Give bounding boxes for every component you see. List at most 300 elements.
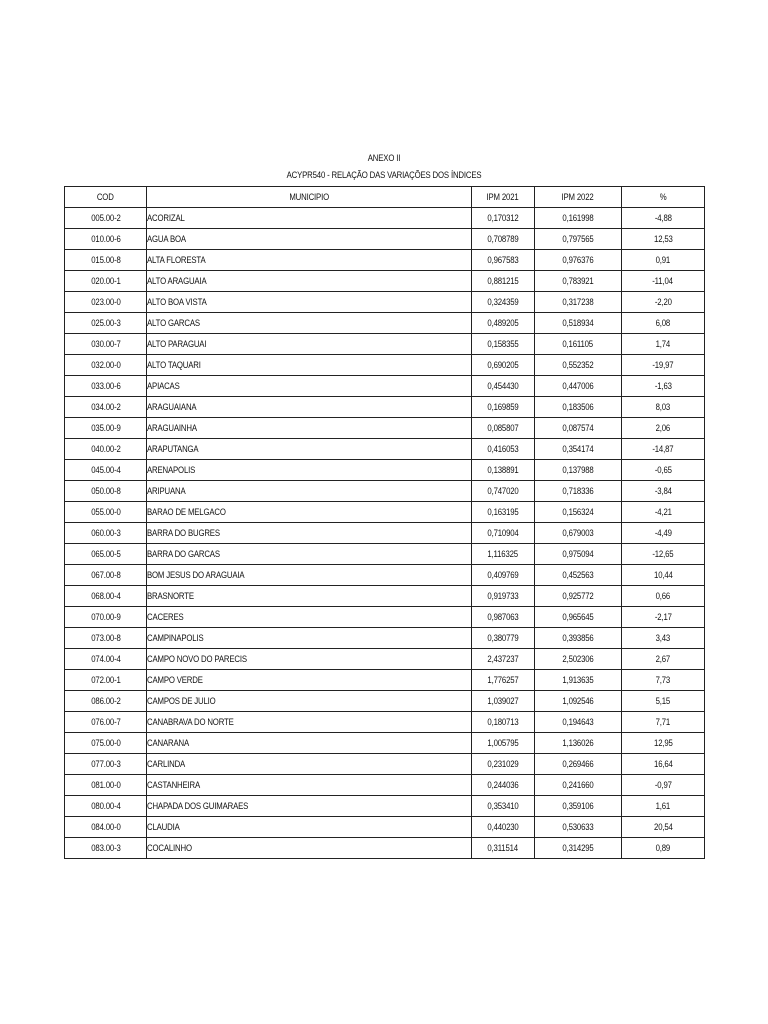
cell-municipio-text: COCALINHO — [147, 842, 192, 854]
cell-municipio-text: ARENAPOLIS — [147, 464, 196, 476]
cell-ipm-2022 — [535, 628, 622, 649]
cell-ipm-2022 — [535, 292, 622, 313]
table-row — [65, 691, 705, 712]
cell-municipio-text: ARIPUANA — [147, 485, 186, 497]
cell-percent-text: 7,71 — [655, 716, 671, 728]
cell-municipio — [147, 775, 472, 796]
cell-municipio — [147, 250, 472, 271]
cell-ipm-2022 — [535, 334, 622, 355]
cell-percent — [622, 439, 705, 460]
cell-ipm-2022-text: 0,447006 — [562, 380, 594, 392]
header-cod-label: COD — [97, 191, 114, 203]
cell-ipm-2022-text: 0,552352 — [562, 359, 594, 371]
cell-cod-text: 005.00-2 — [90, 212, 121, 224]
cell-cod — [65, 355, 147, 376]
cell-municipio — [147, 733, 472, 754]
cell-percent-text: 0,91 — [655, 254, 671, 266]
cell-ipm-2021-text: 0,708789 — [487, 233, 519, 245]
cell-percent-text: 1,74 — [655, 338, 671, 350]
cell-ipm-2021 — [472, 334, 535, 355]
cell-percent — [622, 250, 705, 271]
cell-percent-text: -4,21 — [654, 506, 672, 518]
cell-cod — [65, 229, 147, 250]
table-row — [65, 628, 705, 649]
cell-municipio-text: ALTA FLORESTA — [147, 254, 206, 266]
cell-percent-text: -4,49 — [654, 527, 672, 539]
cell-ipm-2022 — [535, 565, 622, 586]
cell-cod — [65, 796, 147, 817]
cell-municipio — [147, 796, 472, 817]
cell-cod — [65, 628, 147, 649]
cell-cod — [65, 817, 147, 838]
cell-ipm-2021-text: 0,324359 — [487, 296, 519, 308]
header-cod — [65, 187, 147, 208]
cell-municipio-text: CACERES — [147, 611, 184, 623]
table-row — [65, 817, 705, 838]
table-row — [65, 292, 705, 313]
cell-ipm-2021-text: 0,987063 — [487, 611, 519, 623]
cell-cod-text: 072.00-1 — [90, 674, 121, 686]
cell-municipio — [147, 754, 472, 775]
header-ipm-2022-label: IPM 2022 — [561, 191, 595, 203]
table-row — [65, 838, 705, 859]
table-row — [65, 355, 705, 376]
cell-ipm-2021-text: 0,180713 — [487, 716, 519, 728]
cell-cod-text: 076.00-7 — [90, 716, 121, 728]
table-row — [65, 271, 705, 292]
header-percent-label: % — [659, 191, 667, 203]
cell-ipm-2022 — [535, 586, 622, 607]
cell-percent-text: -2,20 — [654, 296, 672, 308]
cell-ipm-2022 — [535, 796, 622, 817]
cell-percent-text: -3,84 — [654, 485, 672, 497]
cell-ipm-2022-text: 0,797565 — [562, 233, 594, 245]
cell-municipio-text: CASTANHEIRA — [147, 779, 201, 791]
cell-cod — [65, 376, 147, 397]
cell-municipio-text: CANARANA — [147, 737, 189, 749]
cell-percent-text: 0,66 — [655, 590, 671, 602]
cell-cod-text: 074.00-4 — [90, 653, 121, 665]
cell-ipm-2022 — [535, 313, 622, 334]
cell-ipm-2021-text: 0,353410 — [487, 800, 519, 812]
cell-municipio-text: CANABRAVA DO NORTE — [147, 716, 234, 728]
cell-cod-text: 075.00-0 — [90, 737, 121, 749]
cell-ipm-2021 — [472, 523, 535, 544]
cell-ipm-2021-text: 0,690205 — [487, 359, 519, 371]
cell-ipm-2021 — [472, 733, 535, 754]
cell-ipm-2021-text: 2,437237 — [487, 653, 519, 665]
cell-ipm-2022 — [535, 355, 622, 376]
cell-ipm-2022-text: 0,241660 — [562, 779, 594, 791]
cell-ipm-2021 — [472, 292, 535, 313]
cell-ipm-2021-text: 0,158355 — [487, 338, 519, 350]
annex-title: ANEXO II — [367, 153, 401, 164]
cell-ipm-2021-text: 0,416053 — [487, 443, 519, 455]
cell-ipm-2021 — [472, 439, 535, 460]
cell-municipio — [147, 439, 472, 460]
cell-municipio — [147, 502, 472, 523]
cell-ipm-2021 — [472, 208, 535, 229]
table-row — [65, 334, 705, 355]
cell-cod — [65, 481, 147, 502]
cell-ipm-2022 — [535, 691, 622, 712]
cell-ipm-2021-text: 0,085807 — [487, 422, 519, 434]
cell-ipm-2022-text: 1,092546 — [562, 695, 594, 707]
table-row — [65, 229, 705, 250]
cell-ipm-2021-text: 0,170312 — [487, 212, 519, 224]
cell-cod-text: 068.00-4 — [90, 590, 121, 602]
cell-cod-text: 032.00-0 — [90, 359, 121, 371]
cell-percent-text: 16,64 — [653, 758, 673, 770]
cell-ipm-2022-text: 0,194643 — [562, 716, 594, 728]
cell-municipio — [147, 670, 472, 691]
cell-municipio — [147, 838, 472, 859]
cell-ipm-2021 — [472, 481, 535, 502]
cell-ipm-2022 — [535, 712, 622, 733]
cell-cod-text: 086.00-2 — [90, 695, 121, 707]
cell-cod-text: 015.00-8 — [90, 254, 121, 266]
cell-ipm-2021 — [472, 712, 535, 733]
cell-municipio — [147, 355, 472, 376]
cell-municipio — [147, 586, 472, 607]
cell-municipio-text: BARAO DE MELGACO — [147, 506, 226, 518]
cell-ipm-2022-text: 0,679003 — [562, 527, 594, 539]
table-row — [65, 586, 705, 607]
cell-ipm-2021 — [472, 670, 535, 691]
cell-cod — [65, 733, 147, 754]
cell-ipm-2021 — [472, 649, 535, 670]
cell-municipio — [147, 607, 472, 628]
cell-cod — [65, 292, 147, 313]
cell-municipio-text: CARLINDA — [147, 758, 186, 770]
cell-percent-text: 3,43 — [655, 632, 671, 644]
cell-ipm-2022-text: 1,913635 — [562, 674, 594, 686]
cell-municipio — [147, 229, 472, 250]
cell-cod — [65, 565, 147, 586]
cell-cod — [65, 607, 147, 628]
cell-cod-text: 030.00-7 — [90, 338, 121, 350]
cell-percent-text: 20,54 — [653, 821, 673, 833]
cell-cod-text: 073.00-8 — [90, 632, 121, 644]
cell-ipm-2022-text: 0,925772 — [562, 590, 594, 602]
cell-percent-text: 2,06 — [655, 422, 671, 434]
cell-ipm-2021-text: 0,454430 — [487, 380, 519, 392]
cell-ipm-2022 — [535, 439, 622, 460]
cell-ipm-2022 — [535, 670, 622, 691]
cell-municipio-text: ACORIZAL — [147, 212, 185, 224]
cell-ipm-2021-text: 1,116325 — [487, 548, 519, 560]
cell-municipio-text: ALTO GARCAS — [147, 317, 200, 329]
cell-municipio — [147, 817, 472, 838]
cell-ipm-2021-text: 0,244036 — [487, 779, 519, 791]
header-municipio-label: MUNICIPIO — [289, 191, 329, 203]
cell-ipm-2021 — [472, 250, 535, 271]
cell-cod-text: 033.00-6 — [90, 380, 121, 392]
cell-ipm-2022 — [535, 460, 622, 481]
cell-municipio-text: CAMPINAPOLIS — [147, 632, 204, 644]
cell-ipm-2022-text: 0,269466 — [562, 758, 594, 770]
cell-percent-text: 6,08 — [655, 317, 671, 329]
cell-cod-text: 034.00-2 — [90, 401, 121, 413]
cell-percent-text: -1,63 — [654, 380, 672, 392]
cell-cod-text: 050.00-8 — [90, 485, 121, 497]
cell-ipm-2021-text: 0,169859 — [487, 401, 519, 413]
table-row — [65, 418, 705, 439]
cell-ipm-2022 — [535, 376, 622, 397]
cell-ipm-2021-text: 1,039027 — [487, 695, 519, 707]
cell-ipm-2021-text: 1,005795 — [487, 737, 519, 749]
cell-cod-text: 070.00-9 — [90, 611, 121, 623]
cell-percent-text: 12,95 — [653, 737, 673, 749]
cell-ipm-2021 — [472, 397, 535, 418]
cell-cod — [65, 313, 147, 334]
cell-municipio — [147, 628, 472, 649]
cell-cod-text: 065.00-5 — [90, 548, 121, 560]
cell-ipm-2021-text: 0,489205 — [487, 317, 519, 329]
cell-percent — [622, 754, 705, 775]
cell-municipio-text: CAMPO NOVO DO PARECIS — [147, 653, 247, 665]
cell-ipm-2021-text: 0,409769 — [487, 569, 519, 581]
table-row — [65, 775, 705, 796]
cell-ipm-2022 — [535, 754, 622, 775]
cell-cod — [65, 502, 147, 523]
header-percent — [622, 187, 705, 208]
cell-ipm-2021-text: 0,919733 — [487, 590, 519, 602]
cell-cod — [65, 544, 147, 565]
cell-cod-text: 077.00-3 — [90, 758, 121, 770]
cell-ipm-2022-text: 0,976376 — [562, 254, 594, 266]
cell-municipio — [147, 523, 472, 544]
cell-municipio-text: CAMPO VERDE — [147, 674, 203, 686]
cell-percent-text: -11,04 — [652, 275, 674, 287]
cell-cod — [65, 670, 147, 691]
table-row — [65, 313, 705, 334]
cell-municipio — [147, 712, 472, 733]
cell-cod-text: 035.00-9 — [90, 422, 121, 434]
cell-municipio-text: BARRA DO BUGRES — [147, 527, 220, 539]
cell-municipio-text: ARAGUAIANA — [147, 401, 197, 413]
table-row — [65, 754, 705, 775]
cell-municipio-text: CLAUDIA — [147, 821, 180, 833]
table-row — [65, 670, 705, 691]
table-row — [65, 523, 705, 544]
cell-ipm-2022-text: 0,156324 — [562, 506, 594, 518]
cell-municipio — [147, 649, 472, 670]
cell-percent-text: 12,53 — [653, 233, 673, 245]
cell-ipm-2022 — [535, 733, 622, 754]
cell-ipm-2022-text: 0,359106 — [562, 800, 594, 812]
cell-ipm-2021 — [472, 607, 535, 628]
cell-municipio-text: ARAGUAINHA — [147, 422, 197, 434]
cell-ipm-2022 — [535, 250, 622, 271]
table-row — [65, 796, 705, 817]
cell-ipm-2021-text: 0,380779 — [487, 632, 519, 644]
cell-percent — [622, 229, 705, 250]
cell-percent-text: -19,97 — [652, 359, 674, 371]
cell-ipm-2021 — [472, 754, 535, 775]
cell-cod-text: 055.00-0 — [90, 506, 121, 518]
cell-cod — [65, 250, 147, 271]
cell-cod — [65, 691, 147, 712]
cell-cod — [65, 397, 147, 418]
cell-percent — [622, 565, 705, 586]
cell-cod-text: 045.00-4 — [90, 464, 121, 476]
cell-percent-text: -2,17 — [654, 611, 672, 623]
cell-ipm-2022 — [535, 502, 622, 523]
cell-cod-text: 060.00-3 — [90, 527, 121, 539]
cell-ipm-2022-text: 0,783921 — [562, 275, 594, 287]
cell-cod — [65, 523, 147, 544]
cell-municipio — [147, 418, 472, 439]
table-body — [65, 208, 705, 859]
header-ipm-2021-label: IPM 2021 — [486, 191, 520, 203]
cell-percent-text: -14,87 — [652, 443, 674, 455]
cell-ipm-2022-text: 0,452563 — [562, 569, 594, 581]
cell-cod-text: 040.00-2 — [90, 443, 121, 455]
cell-cod — [65, 775, 147, 796]
cell-percent — [622, 775, 705, 796]
cell-percent — [622, 733, 705, 754]
cell-municipio — [147, 313, 472, 334]
cell-ipm-2022-text: 0,317238 — [562, 296, 594, 308]
table-row — [65, 712, 705, 733]
header-ipm-2021 — [472, 187, 535, 208]
cell-ipm-2022-text: 0,161105 — [562, 338, 594, 350]
table-row — [65, 733, 705, 754]
cell-ipm-2021 — [472, 775, 535, 796]
cell-ipm-2022-text: 0,718336 — [562, 485, 594, 497]
cell-percent — [622, 292, 705, 313]
table-header — [65, 187, 705, 208]
cell-ipm-2022-text: 0,518934 — [562, 317, 594, 329]
cell-municipio — [147, 691, 472, 712]
header-ipm-2022 — [535, 187, 622, 208]
header-municipio — [147, 187, 472, 208]
cell-ipm-2022 — [535, 544, 622, 565]
cell-ipm-2021-text: 1,776257 — [487, 674, 519, 686]
cell-ipm-2021-text: 0,881215 — [487, 275, 519, 287]
cell-ipm-2021 — [472, 838, 535, 859]
cell-percent — [622, 334, 705, 355]
cell-municipio-text: BARRA DO GARCAS — [147, 548, 220, 560]
cell-percent — [622, 502, 705, 523]
cell-ipm-2022 — [535, 523, 622, 544]
cell-percent-text: 10,44 — [653, 569, 673, 581]
cell-cod-text: 084.00-0 — [90, 821, 121, 833]
cell-cod — [65, 649, 147, 670]
table-row — [65, 460, 705, 481]
cell-percent — [622, 628, 705, 649]
cell-ipm-2021 — [472, 229, 535, 250]
table-row — [65, 607, 705, 628]
cell-ipm-2022-text: 0,354174 — [562, 443, 594, 455]
cell-cod — [65, 418, 147, 439]
table-row — [65, 397, 705, 418]
cell-ipm-2021 — [472, 355, 535, 376]
cell-cod — [65, 334, 147, 355]
cell-ipm-2021 — [472, 460, 535, 481]
cell-percent — [622, 460, 705, 481]
cell-ipm-2021-text: 0,311514 — [487, 842, 519, 854]
table-row — [65, 649, 705, 670]
cell-cod-text: 010.00-6 — [90, 233, 121, 245]
cell-cod — [65, 838, 147, 859]
cell-ipm-2022-text: 0,965645 — [562, 611, 594, 623]
cell-percent — [622, 817, 705, 838]
cell-percent — [622, 796, 705, 817]
cell-ipm-2022-text: 2,502306 — [562, 653, 594, 665]
cell-percent — [622, 397, 705, 418]
cell-ipm-2022-text: 0,314295 — [562, 842, 594, 854]
cell-cod-text: 083.00-3 — [90, 842, 121, 854]
cell-ipm-2021-text: 0,163195 — [487, 506, 519, 518]
cell-percent — [622, 712, 705, 733]
cell-ipm-2021 — [472, 691, 535, 712]
cell-ipm-2022 — [535, 208, 622, 229]
report-title: ACYPR540 - RELAÇÃO DAS VARIAÇÕES DOS ÍNDICES — [286, 170, 482, 181]
table-row — [65, 544, 705, 565]
cell-municipio — [147, 334, 472, 355]
cell-percent-text: -0,97 — [654, 779, 672, 791]
table-row — [65, 481, 705, 502]
cell-cod-text: 067.00-8 — [90, 569, 121, 581]
cell-percent — [622, 271, 705, 292]
cell-percent-text: 8,03 — [655, 401, 671, 413]
cell-cod — [65, 208, 147, 229]
cell-ipm-2022 — [535, 649, 622, 670]
cell-ipm-2022 — [535, 607, 622, 628]
cell-percent — [622, 208, 705, 229]
cell-ipm-2022 — [535, 271, 622, 292]
cell-percent — [622, 649, 705, 670]
cell-ipm-2021-text: 0,231029 — [487, 758, 519, 770]
cell-ipm-2021 — [472, 817, 535, 838]
cell-cod — [65, 460, 147, 481]
cell-percent — [622, 481, 705, 502]
cell-ipm-2022 — [535, 229, 622, 250]
cell-municipio — [147, 544, 472, 565]
cell-municipio-text: BOM JESUS DO ARAGUAIA — [147, 569, 245, 581]
cell-cod-text: 023.00-0 — [90, 296, 121, 308]
cell-cod-text: 025.00-3 — [90, 317, 121, 329]
cell-ipm-2021 — [472, 271, 535, 292]
cell-cod — [65, 712, 147, 733]
cell-ipm-2021 — [472, 313, 535, 334]
cell-ipm-2022 — [535, 397, 622, 418]
cell-ipm-2021-text: 0,138891 — [487, 464, 519, 476]
cell-percent — [622, 670, 705, 691]
cell-municipio-text: ALTO PARAGUAI — [147, 338, 207, 350]
cell-percent — [622, 376, 705, 397]
cell-ipm-2022-text: 0,975094 — [562, 548, 594, 560]
cell-percent-text: -12,65 — [652, 548, 674, 560]
cell-ipm-2021-text: 0,710904 — [487, 527, 519, 539]
cell-percent-text: -0,65 — [654, 464, 672, 476]
cell-municipio — [147, 397, 472, 418]
cell-municipio — [147, 565, 472, 586]
cell-municipio — [147, 271, 472, 292]
cell-cod-text: 081.00-0 — [90, 779, 121, 791]
cell-municipio — [147, 481, 472, 502]
cell-percent — [622, 523, 705, 544]
cell-ipm-2021 — [472, 796, 535, 817]
cell-municipio-text: ARAPUTANGA — [147, 443, 199, 455]
cell-percent-text: 1,61 — [655, 800, 671, 812]
cell-municipio-text: CHAPADA DOS GUIMARAES — [147, 800, 249, 812]
cell-percent-text: -4,88 — [654, 212, 672, 224]
cell-municipio — [147, 208, 472, 229]
cell-cod — [65, 754, 147, 775]
